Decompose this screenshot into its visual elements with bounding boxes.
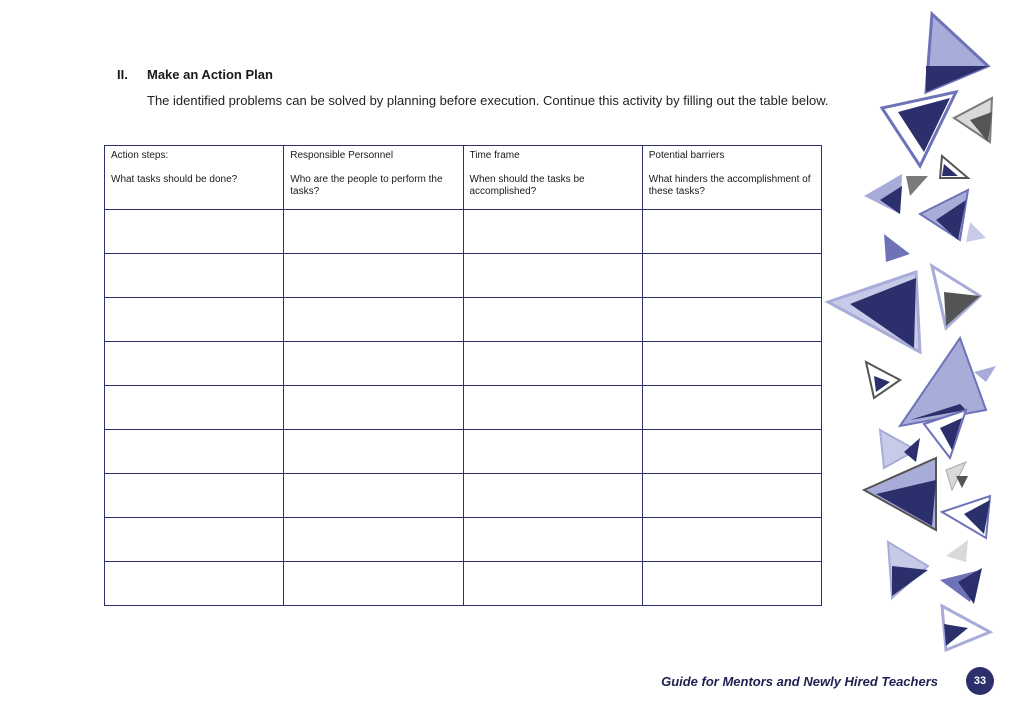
column-header-responsible-personnel	[284, 146, 463, 210]
table-cell[interactable]	[642, 562, 821, 606]
column-title: Time frame	[469, 150, 520, 161]
table-row	[105, 298, 822, 342]
footer-guide-title: Guide for Mentors and Newly Hired Teachers	[661, 674, 938, 689]
table-cell[interactable]	[463, 254, 642, 298]
table-row	[105, 562, 822, 606]
column-title: Potential barriers	[648, 150, 725, 161]
page-number-badge: 33	[966, 667, 994, 695]
table-cell[interactable]	[463, 518, 642, 562]
table-cell[interactable]	[105, 298, 284, 342]
table-body	[105, 210, 822, 606]
table-cell[interactable]	[105, 254, 284, 298]
table-cell[interactable]	[463, 298, 642, 342]
triangle-decoration-icon	[820, 0, 1024, 660]
table-cell[interactable]	[284, 298, 463, 342]
column-title: Action steps:	[111, 150, 169, 161]
table-cell[interactable]	[105, 430, 284, 474]
table-cell[interactable]	[642, 210, 821, 254]
table-row	[105, 518, 822, 562]
table-cell[interactable]	[105, 342, 284, 386]
table-cell[interactable]	[284, 386, 463, 430]
table-cell[interactable]	[284, 474, 463, 518]
table-cell[interactable]	[463, 474, 642, 518]
column-header-potential-barriers	[642, 146, 821, 210]
column-header-action-steps	[105, 146, 284, 210]
table-cell[interactable]	[284, 210, 463, 254]
table-cell[interactable]	[105, 386, 284, 430]
table-row	[105, 386, 822, 430]
column-title: Responsible Personnel	[290, 150, 394, 161]
table-cell[interactable]	[642, 298, 821, 342]
table-cell[interactable]	[463, 210, 642, 254]
table-cell[interactable]	[284, 254, 463, 298]
table-cell[interactable]	[284, 518, 463, 562]
action-plan-table	[104, 145, 822, 606]
table-cell[interactable]	[642, 518, 821, 562]
table-row	[105, 210, 822, 254]
column-question: When should the tasks be accomplished?	[469, 174, 585, 197]
column-question: What tasks should be done?	[111, 174, 238, 185]
table-cell[interactable]	[642, 342, 821, 386]
column-header-time-frame	[463, 146, 642, 210]
table-row	[105, 430, 822, 474]
table-row	[105, 342, 822, 386]
section-intro: The identified problems can be solved by planning before execution. Continue this activity by filling out the table below.	[147, 93, 829, 108]
table-cell[interactable]	[463, 386, 642, 430]
section-title: Make an Action Plan	[147, 67, 273, 82]
table-cell[interactable]	[463, 342, 642, 386]
table-cell[interactable]	[105, 474, 284, 518]
table-cell[interactable]	[105, 562, 284, 606]
table-cell[interactable]	[284, 430, 463, 474]
section-number: II.	[117, 67, 128, 82]
table-cell[interactable]	[642, 474, 821, 518]
table-cell[interactable]	[284, 562, 463, 606]
table-cell[interactable]	[463, 562, 642, 606]
table-cell[interactable]	[105, 210, 284, 254]
table-cell[interactable]	[105, 518, 284, 562]
table-header-row	[105, 146, 822, 210]
column-question: Who are the people to perform the tasks?	[290, 174, 443, 197]
table-cell[interactable]	[642, 254, 821, 298]
table-cell[interactable]	[284, 342, 463, 386]
table-cell[interactable]	[642, 386, 821, 430]
table-cell[interactable]	[463, 430, 642, 474]
table-row	[105, 254, 822, 298]
table-cell[interactable]	[642, 430, 821, 474]
table-row	[105, 474, 822, 518]
column-question: What hinders the accomplishment of these tasks?	[648, 174, 811, 197]
